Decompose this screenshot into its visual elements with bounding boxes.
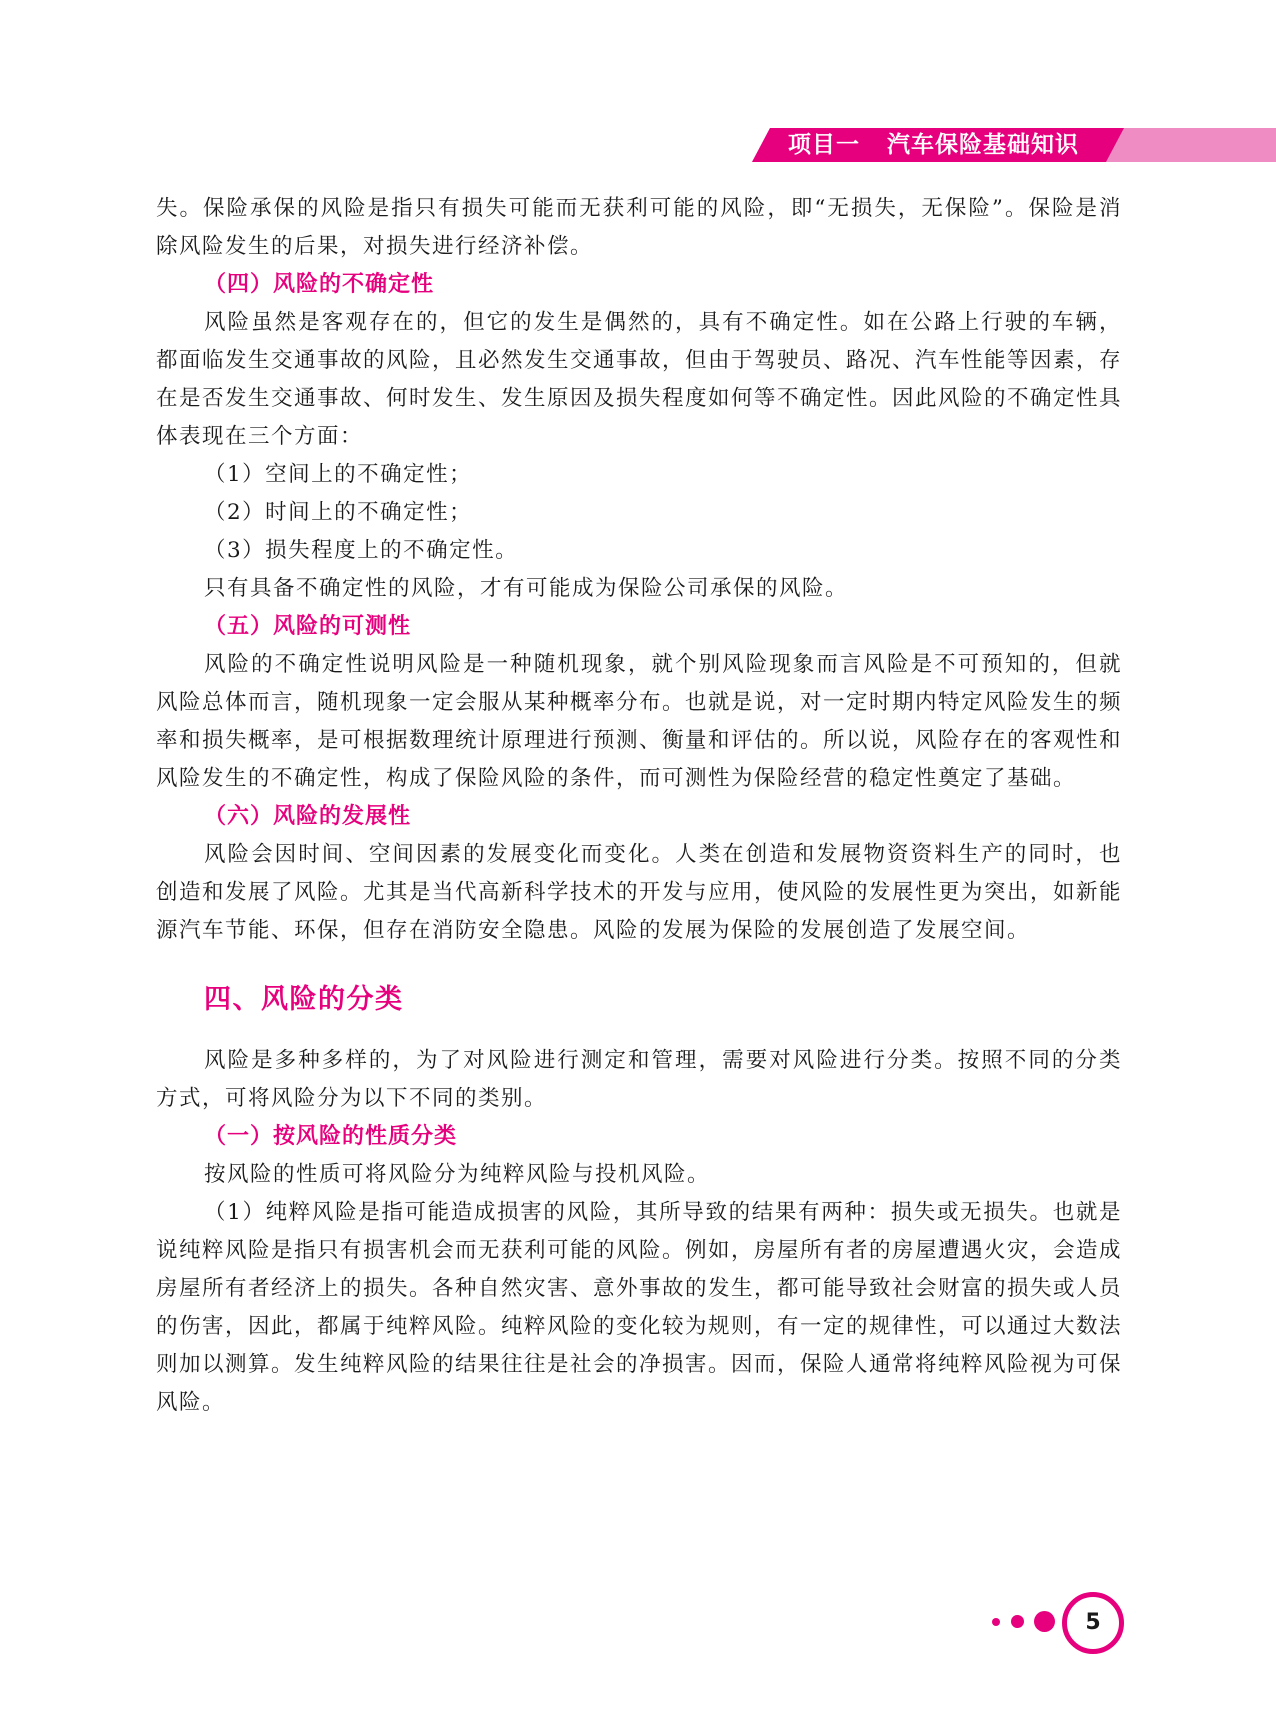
list-item: （1）空间上的不确定性； bbox=[204, 462, 473, 487]
chapter-title: 项目一 汽车保险基础知识 bbox=[788, 132, 1080, 158]
paragraph: 失。保险承保的风险是指只有损失可能而无获利可能的风险，即“无损失，无保险”。保险是消除风险发生的后果，对损失进行经济补偿。 bbox=[156, 196, 1122, 259]
page-number: 5 bbox=[1062, 1592, 1124, 1654]
decor-dot-icon bbox=[1011, 1615, 1024, 1628]
paragraph: 风险会因时间、空间因素的发展变化而变化。人类在创造和发展物资资料生产的同时，也创造和发展了风险。尤其是当代高新科学技术的开发与应用，使风险的发展性更为突出，如新能源汽车节能、环保，但存在消防安全隐患。风险的发展为保险的发展创造了发展空间。 bbox=[156, 842, 1123, 943]
paragraph: 按风险的性质可将风险分为纯粹风险与投机风险。 bbox=[204, 1162, 711, 1187]
paragraph: 只有具备不确定性的风险，才有可能成为保险公司承保的风险。 bbox=[204, 576, 849, 601]
chapter-section-heading: 四、风险的分类 bbox=[204, 984, 404, 1015]
section-heading: （四）风险的不确定性 bbox=[204, 272, 435, 297]
paragraph: 风险的不确定性说明风险是一种随机现象，就个别风险现象而言风险是不可预知的，但就风险总体而言，随机现象一定会服从某种概率分布。也就是说，对一定时期内特定风险发生的频率和损失概率，是可根据数理统计原理进行预测、衡量和评估的。所以说，风险存在的客观性和风险发生的不确定性，构成了保险风险的条件，而可测性为保险经营的稳定性奠定了基础。 bbox=[156, 652, 1123, 791]
section-heading: （一）按风险的性质分类 bbox=[204, 1124, 458, 1149]
list-item: （3）损失程度上的不确定性。 bbox=[204, 538, 519, 563]
list-item: （2）时间上的不确定性； bbox=[204, 500, 473, 525]
paragraph: （1）纯粹风险是指可能造成损害的风险，其所导致的结果有两种：损失或无损失。也就是说纯粹风险是指只有损害机会而无获利可能的风险。例如，房屋所有者的房屋遭遇火灾，会造成房屋所有者经济上的损失。各种自然灾害、意外事故的发生，都可能导致社会财富的损失或人员的伤害，因此，都属于纯粹风险。纯粹风险的变化较为规则，有一定的规律性，可以通过大数法则加以测算。发生纯粹风险的结果往往是社会的净损害。因而，保险人通常将纯粹风险视为可保风险。 bbox=[156, 1200, 1123, 1415]
section-heading: （五）风险的可测性 bbox=[204, 614, 412, 639]
page-content bbox=[156, 190, 1122, 1422]
decor-dot-icon bbox=[1034, 1611, 1055, 1632]
paragraph: 风险是多种多样的，为了对风险进行测定和管理，需要对风险进行分类。按照不同的分类方式，可将风险分为以下不同的类别。 bbox=[156, 1048, 1122, 1111]
section-heading: （六）风险的发展性 bbox=[204, 804, 412, 829]
decor-dot-icon bbox=[992, 1618, 1000, 1626]
page-number-group bbox=[990, 1590, 1130, 1654]
page-header-banner bbox=[752, 128, 1276, 162]
paragraph: 风险虽然是客观存在的，但它的发生是偶然的，具有不确定性。如在公路上行驶的车辆，都面临发生交通事故的风险，且必然发生交通事故，但由于驾驶员、路况、汽车性能等因素，存在是否发生交通事故、何时发生、发生原因及损失程度如何等不确定性。因此风险的不确定性具体表现在三个方面： bbox=[156, 310, 1123, 449]
